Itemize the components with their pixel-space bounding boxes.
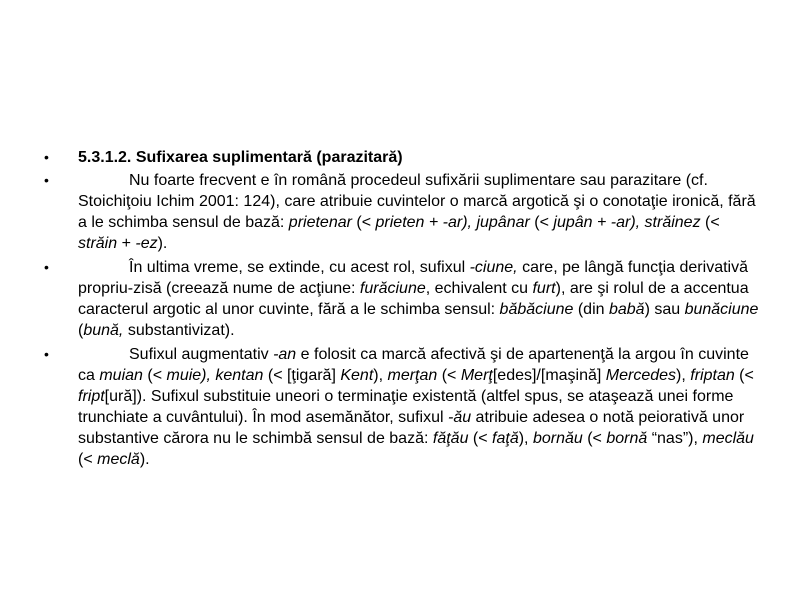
paragraph-text [78,346,754,468]
example-word: Merţ [460,367,493,384]
text-run: (< [78,451,98,468]
text-run: care, pe lângă funcţia derivativă propriu-zisă (creează nume de acţiune: [78,259,748,297]
example-word: merţan [387,367,438,384]
example-word: prietenar [288,214,352,231]
example-word: furt [532,280,556,297]
bullet-icon: • [44,172,49,188]
bullet-icon: • [44,259,49,275]
example-word: jupânar [476,214,530,231]
text-run: substantivizat). [123,322,235,339]
bullet-list [44,147,759,473]
example-word: meclău [702,430,754,447]
text-run: atribuie adesea o notă peiorativă unor substantive cărora nu le schimbă sensul de bază: [78,409,745,447]
example-word: faţă [492,430,519,447]
list-item-heading [44,147,759,168]
paragraph-text [78,172,756,252]
bullet-icon: • [44,149,49,165]
example-word: bornău [532,430,583,447]
text-run: ), [518,430,533,447]
bullet-icon: • [44,346,49,362]
text-run: ) sau [644,301,685,318]
example-word: -an [273,346,297,363]
text-run: ). [139,451,150,468]
text-run: (< [468,430,493,447]
text-run: (< [734,367,754,384]
text-run: (< [529,214,554,231]
example-word: jupân + -ar), străinez [553,214,701,231]
example-word: bunăciune [684,301,759,318]
list-item-paragraph-2 [44,257,759,341]
example-word: -ău [447,409,472,426]
text-run: ), [373,367,388,384]
text-run: , echivalent cu [425,280,533,297]
text-run: În ultima vreme, se extinde, cu acest rol, sufixul [129,259,470,276]
example-word: băbăciune [499,301,574,318]
example-word: friptan [690,367,735,384]
example-word: -ez [135,235,158,252]
list-item-paragraph-1 [44,170,759,254]
text-run: [edes]/[maşină] [492,367,606,384]
text-run: Sufixul augmentativ [129,346,274,363]
example-word: bornă [606,430,648,447]
text-run: (< [582,430,607,447]
example-word: Mercedes [605,367,677,384]
text-run: Nu foarte frecvent e în română procedeul sufixării suplimentare sau parazitare (cf. Stoichiţoiu Ichim 2001: 124), care atribuie cuvintelor o marcă argotică şi o conotaţie ironică, fără a le schimba sensul de bază: [78,172,756,231]
example-word: -ciune, [469,259,518,276]
example-word: muian [99,367,143,384]
text-run: ), are şi rolul de a accentua caracterul argotic al unor cuvinte, fără a le schimba sensul: [78,280,749,318]
text-run: (< [142,367,167,384]
text-run: (< [437,367,461,384]
text-run: (< [ţigară] [263,367,341,384]
example-word: prieten + -ar), [375,214,472,231]
text-run: (din [573,301,609,318]
text-run: ), [676,367,691,384]
example-word: Kent [340,367,374,384]
list-item-paragraph-3 [44,344,759,470]
example-word: muie), kentan [166,367,264,384]
text-run: (< [700,214,720,231]
text-run: ( [78,322,84,339]
text-run: [ură]). Sufixul substituie uneori o terminaţie existentă (altfel spus, se ataşează unei forme trunchiate a cuvântului). În mod asemănător, sufixul [78,388,734,426]
paragraph-text [78,259,758,339]
example-word: furăciune [359,280,426,297]
text-run: e folosit ca marcă afectivă şi de apartenenţă la argou în cuvinte ca [78,346,749,384]
example-word: meclă [97,451,140,468]
example-word: babă [608,301,645,318]
text-run: ). [157,235,168,252]
example-word: făţău [432,430,469,447]
section-heading: 5.3.1.2. Sufixarea suplimentară (parazitară) [78,149,403,166]
example-word: străin [78,235,118,252]
example-word: bună, [83,322,124,339]
example-word: fript [78,388,105,405]
text-run: “nas”), [647,430,703,447]
text-run: (< [351,214,376,231]
text-run: + [117,235,136,252]
